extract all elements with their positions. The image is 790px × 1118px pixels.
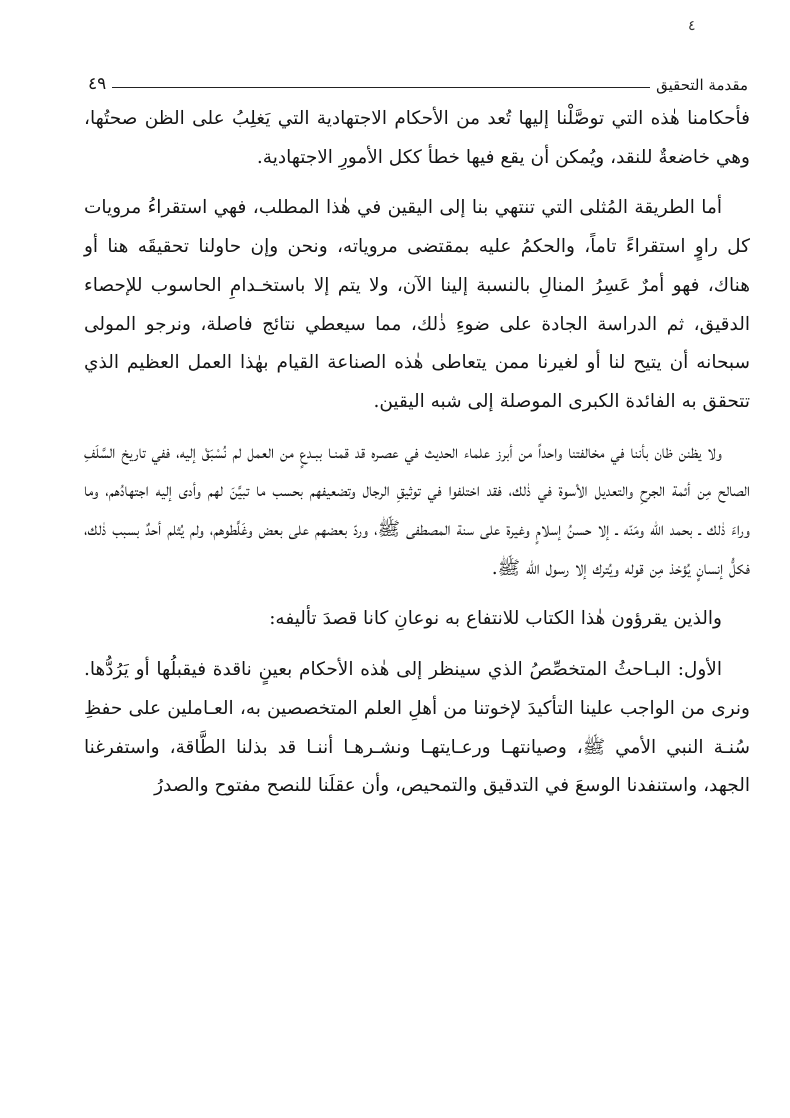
header-title: مقدمة التحقيق [656, 76, 748, 94]
page-corner-mark: ٤ [688, 18, 696, 34]
paragraph-5: الأول: البـاحثُ المتخصِّصُ الذي سينظر إلى هٰذه الأحكام بعينٍ ناقدة فيقبلُها أو يَرُدُّها. ونرى من الواجب علينا التأكيدَ لإخوتنا من أهلِ العلم المتخصصين به، العـاملين على حفظِ سُنـة النبي الأمي ﷺ، وصيانتهـا ورعـايتهـا ونشـرهـا أننـا قد بذلنا الطَّاقة، واستفرغنا الجهد، واستنفدنا الوسعَ في التدقيق والتمحيص، وأن عقلَنا للنصح مفتوح والصدرُ [84, 659, 750, 797]
header-rule [112, 87, 650, 88]
paragraph-4: والذين يقرؤون هٰذا الكتاب للانتفاع به نوعانِ كانا قصدَ تأليفه: [269, 608, 722, 630]
running-header [88, 68, 748, 94]
paragraph-3: ولا يظنن ظان بأننا في مخالفتنا واحداً من أبرز علماء الحديث في عصـره قد قمنـا ببـدعٍ من العمل لم نُسْبَقْ إليه، ففي تاريخ السَّلَفِ الصالح مِن أئمة الجرحِ والتعديل الأسوة في ذٰلك، فقد اختلفوا في توثيقِ الرجال وتضعيفهم بحسب ما تبيَّنَ لهم وأدى إليه اجتهادُهم، وما وراءَ ذٰلك ـ بحمد الله ومَنّه ـ إلا حسنُ إسلامٍ وغيرة على سنة المصطفى ﷺ، وردّ بعضهم على بعض وغَلَّطوهم، ولم يُثلم أحدٌ بسبب ذٰلك، فكلُّ إنسانٍ يُؤخذ مِن قوله ويُترك إلا رسول الله ﷺ. [84, 441, 750, 579]
paragraph-2: أما الطريقة المُثلى التي تنتهي بنا إلى اليقين في هٰذا المطلب، فهي استقراءُ مرويات كل راوٍ استقراءً تاماً، والحكمُ عليه بمقتضى مروياته، ونحن وإن حاولنا تحقيقَه هنا أو هناك، فهو أمرٌ عَسِرُ المنالِ بالنسبة إلينا الآن، ولا يتم إلا باستخـدامِ الحاسوب للإحصاء الدقيق، ثم الدراسة الجادة على ضوءِ ذٰلك، مما سيعطي نتائج فاصلة، ونرجو المولى سبحانه أن يتيح لنا أو لغيرنا ممن يتعاطى هٰذه الصناعة القيام بهٰذا العمل العظيم الذي تتحقق به الفائدة الكبرى الموصلة إلى شبه اليقين. [84, 197, 750, 412]
page-number: ٤٩ [88, 74, 107, 94]
paragraph-1: فأحكامنا هٰذه التي توصَّلْنا إليها تُعد من الأحكام الاجتهادية التي يَغلِبُ على الظن صحتُها، وهي خاضعةٌ للنقد، ويُمكن أن يقع فيها خطأ ككل الأمورِ الاجتهادية. [84, 108, 750, 168]
body-text [84, 100, 750, 818]
